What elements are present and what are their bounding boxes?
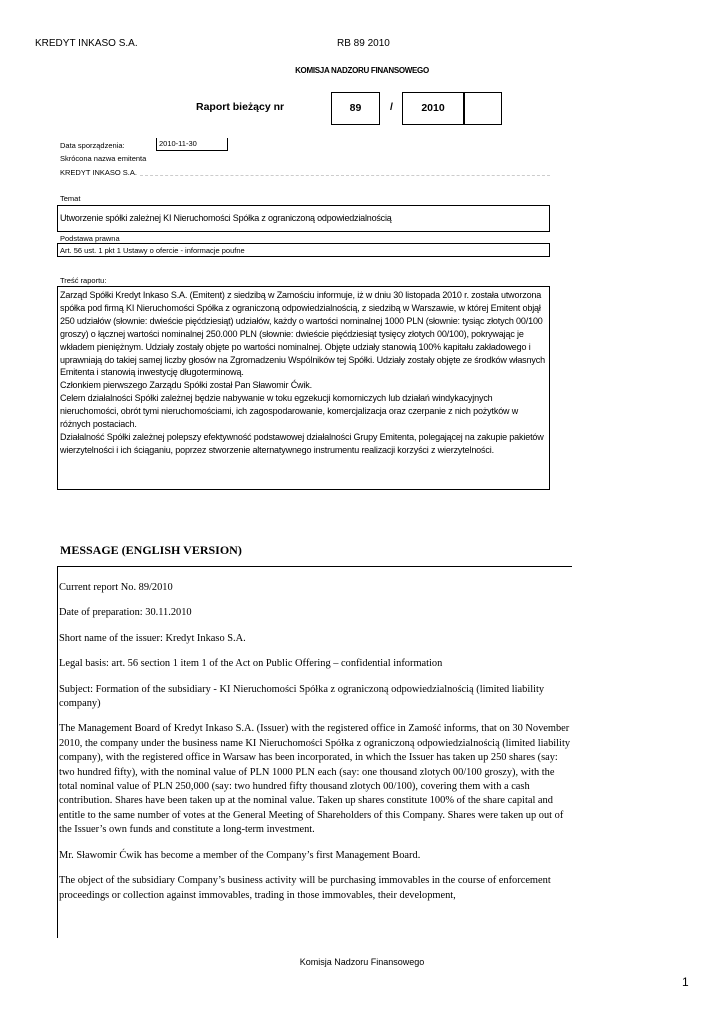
page-number: 1	[682, 975, 689, 989]
legal-basis-label: Podstawa prawna	[60, 234, 120, 243]
english-paragraph: Subject: Formation of the subsidiary - KI Nieruchomości Spółka z ograniczoną odpowiedzialnością (limited liability company)	[59, 683, 545, 710]
content-paragraph: Celem działalności Spółki zależnej będzie nabywanie w toku egzekucji komorniczych lub działań windykacyjnych nieruchomości, obrót tymi nieruchomościami, ich zagospodarowanie, komercjalizacja oraz czerpanie z nich pożytków w różnych postaciach.	[60, 393, 519, 430]
english-paragraph: Short name of the issuer: Kredyt Inkaso S.A.	[59, 632, 246, 644]
divider	[140, 175, 550, 176]
english-section-title: MESSAGE (ENGLISH VERSION)	[60, 543, 242, 557]
content-paragraph: Działalność Spółki zależnej polepszy efektywność podstawowej działalności Grupy Emitenta, polegającej na zakupie pakietów wierzytelności i ich ściąganiu, poprzez stworzenie alternatywnego instrumentu realizacji korzyści z wierzytelności.	[60, 431, 544, 455]
english-paragraph: The object of the subsidiary Company’s business activity will be purchasing immovables in the course of enforcement proceedings or collection against immovables, trading in those immovables, their development,	[59, 875, 551, 901]
report-content	[57, 286, 550, 490]
authority-title: KOMISJA NADZORU FINANSOWEGO	[295, 66, 429, 75]
content-paragraph: Członkiem pierwszego Zarządu Spółki został Pan Sławomir Ćwik.	[60, 380, 312, 391]
report-label: Raport bieżący nr	[196, 101, 285, 113]
report-number-row	[190, 92, 502, 125]
legal-basis-value: Art. 56 ust. 1 pkt 1 Ustawy o ofercie - informacje poufne	[57, 243, 550, 257]
issuer-name: KREDYT INKASO S.A.	[60, 168, 137, 177]
topic-label: Temat	[60, 194, 81, 203]
english-content	[59, 581, 574, 914]
header-company: KREDYT INKASO S.A.	[35, 38, 138, 49]
content-paragraph: Zarząd Spółki Kredyt Inkaso S.A. (Emitent) z siedzibą w Zamościu informuje, iż w dniu 30 listopada 2010 r. została utworzona spółka pod firmą KI Nieruchomości Spółka z ograniczoną odpowiedzialnością, z siedzibą w Warszawie, w której Emitent objął 250 udziałów (słownie: dwieście pięćdziesiąt) udziałów, każdy o wartości nominalnej 1000 PLN (słownie: tysiąc złotych 00/100 groszy) o łącznej wartości nominalnej 250.000 PLN (słownie: dwieście pięćdziesiąt tysięcy złotych 00/100), pokrywając je wkładem pieniężnym. Udziały zostały objęte po wartości nominalnej. Objęte udziały stanowią 100% kapitału zakładowego i uprawniają do takiej samej liczby głosów na Zgromadzeniu Wspólników tej Spółki. Udziały zostały objęte ze środków własnych Emitenta i stanowią inwestycję długoterminową.	[60, 290, 545, 378]
english-paragraph: The Management Board of Kredyt Inkaso S.A. (Issuer) with the registered office in Zamość informs, that on 30 November 2010, the company under the business name KI Nieruchomości Spółka z ograniczoną odpowiedzialnością (limited liability company), with the registered office in Warsaw has been incorporated, in which the Issuer has taken up 250 shares (say: two hundred fifty), with the nominal value of PLN 1000 PLN each (say: one thousand zlotych 00/100 groszy), with the total nominal value of PLN 250,000 (say: two hundred fifty thousand zlotych 00/100), covering them with a cash contribution. Shares have been taken up at the nominal value. Taken up shares constitute 100% of the share capital and entitle to the same number of votes at the General Meeting of Shareholders of this Company. Shares were taken up out of the Issuer’s own funds and constitute a long-term investment.	[59, 723, 571, 836]
date-value: 2010-11-30	[156, 138, 228, 151]
footer-authority: Komisja Nadzoru Finansowego	[299, 957, 425, 967]
topic-value: Utworzenie spółki zależnej KI Nieruchomości Spółka z ograniczoną odpowiedzialnością	[57, 205, 550, 232]
header-report-code: RB 89 2010	[337, 38, 390, 49]
report-number: 89	[331, 92, 380, 125]
date-label: Data sporządzenia:	[60, 141, 125, 150]
english-paragraph: Date of preparation: 30.11.2010	[59, 607, 192, 619]
english-paragraph: Mr. Sławomir Ćwik has become a member of the Company’s first Management Board.	[59, 849, 421, 861]
report-separator: /	[390, 101, 393, 113]
content-label: Treść raportu:	[60, 276, 107, 285]
report-empty-box	[464, 92, 502, 125]
english-paragraph: Current report No. 89/2010	[59, 582, 173, 593]
short-name-label: Skrócona nazwa emitenta	[60, 154, 147, 163]
report-year: 2010	[402, 92, 464, 125]
english-paragraph: Legal basis: art. 56 section 1 item 1 of the Act on Public Offering – confidential information	[59, 658, 443, 670]
